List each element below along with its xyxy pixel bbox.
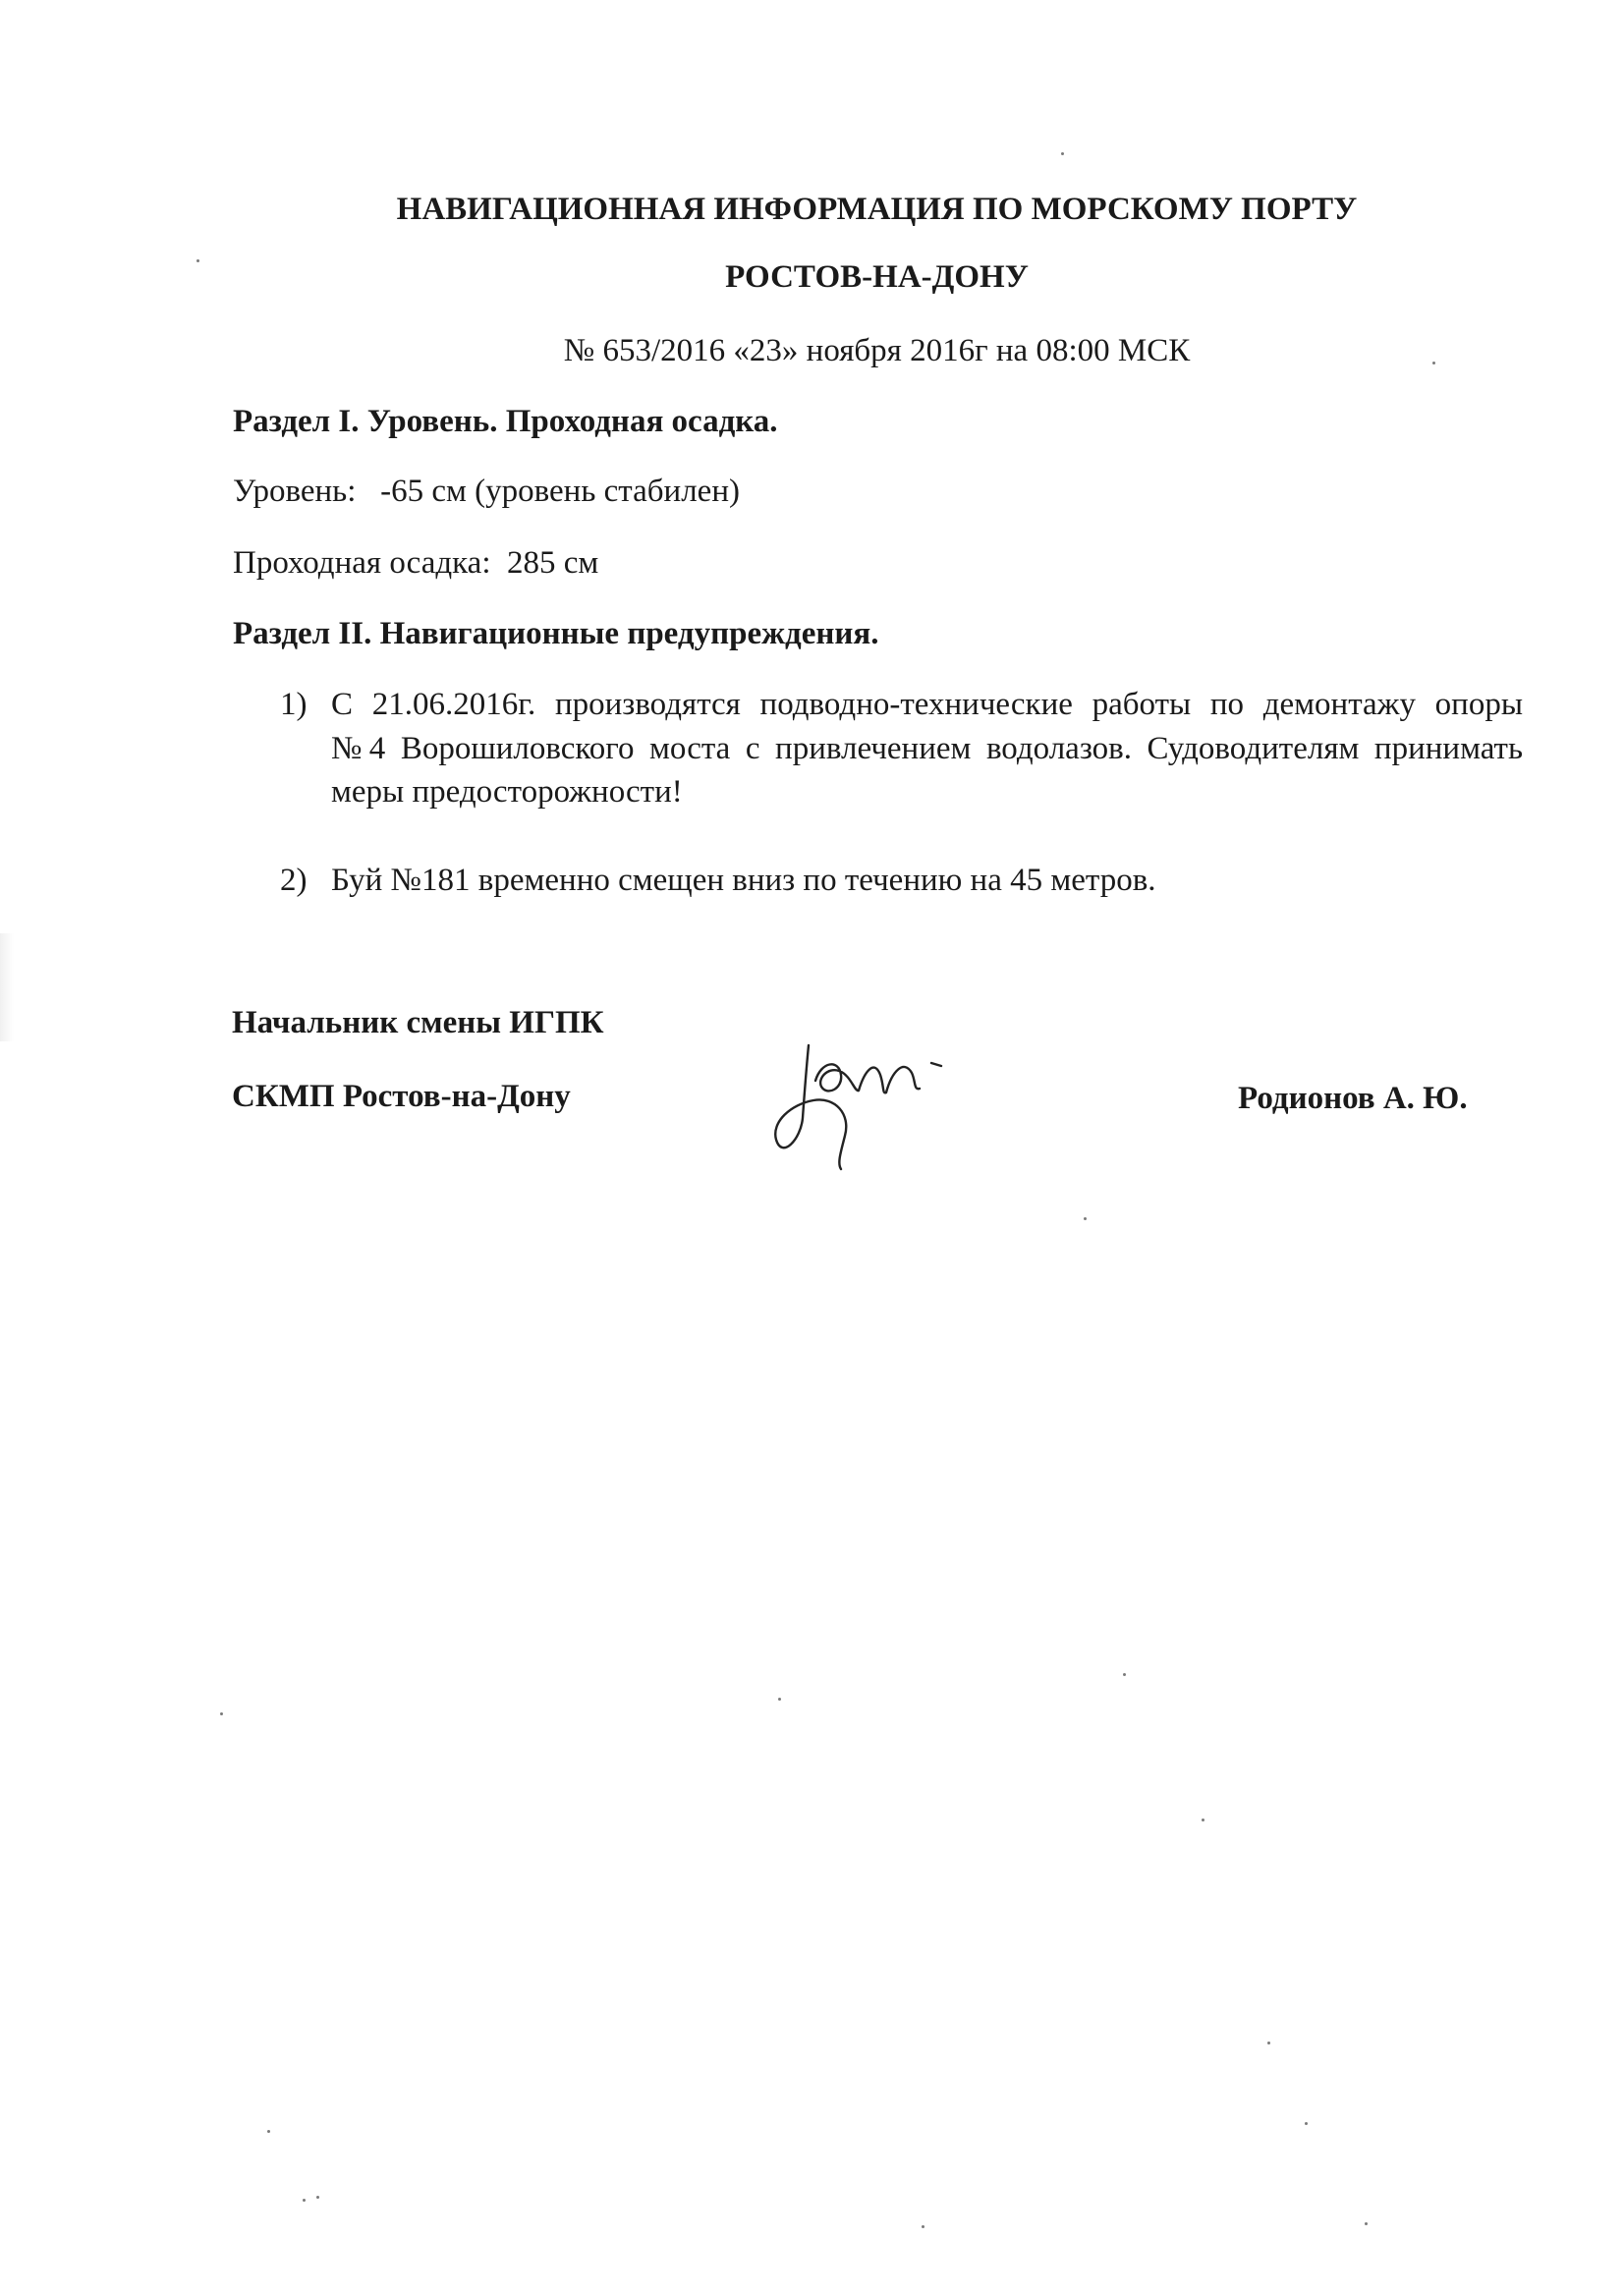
scan-speck (267, 2130, 270, 2133)
warning-number: 1) (280, 687, 308, 722)
scan-speck (1365, 2222, 1368, 2225)
scan-speck (1305, 2122, 1308, 2125)
signatory-position-line1: Начальник смены ИГПК (232, 1005, 604, 1040)
warning-text-line: №4 Ворошиловского моста с привлечением водолазов. Судоводителям принимать (331, 730, 1523, 766)
scan-speck (303, 2199, 306, 2202)
section2-heading: Раздел II. Навигационные предупреждения. (233, 616, 879, 651)
warning-text-line: Буй №181 временно смещен вниз по течению на 45 метров. (331, 863, 1156, 898)
scan-speck (1432, 362, 1435, 364)
scan-speck (1061, 152, 1064, 155)
issue-number-date: № 653/2016 «23» ноября 2016г на 08:00 МСК (563, 333, 1191, 368)
warning-text-line: меры предосторожности! (331, 774, 683, 810)
scan-speck (922, 2225, 924, 2228)
signatory-position-line2: СКМП Ростов-на-Дону (232, 1079, 571, 1114)
warning-text (331, 859, 1523, 903)
warning-text (331, 683, 1523, 814)
scan-speck (196, 259, 199, 262)
passage-draft-line: Проходная осадка: 285 см (233, 545, 599, 581)
warning-number: 2) (280, 863, 308, 898)
warning-text-line: С 21.06.2016г. производятся подводно-технические работы по демонтажу опоры (331, 687, 1523, 722)
scan-speck (778, 1698, 781, 1701)
document-title-line1: НАВИГАЦИОННАЯ ИНФОРМАЦИЯ ПО МОРСКОМУ ПОРТУ (396, 192, 1358, 227)
scan-speck (1123, 1673, 1126, 1676)
scan-speck (220, 1712, 223, 1715)
handwritten-signature (756, 1041, 953, 1179)
scan-speck (1202, 1819, 1204, 1821)
document-title-line2: РОСТОВ-НА-ДОНУ (725, 259, 1029, 295)
scan-speck (1084, 1217, 1087, 1220)
scan-speck (1267, 2042, 1270, 2044)
water-level-line: Уровень: -65 см (уровень стабилен) (233, 474, 740, 509)
section1-heading: Раздел I. Уровень. Проходная осадка. (233, 404, 778, 439)
scan-speck (316, 2196, 319, 2199)
signatory-name: Родионов А. Ю. (1238, 1081, 1468, 1116)
scan-edge-shadow (0, 933, 14, 1041)
